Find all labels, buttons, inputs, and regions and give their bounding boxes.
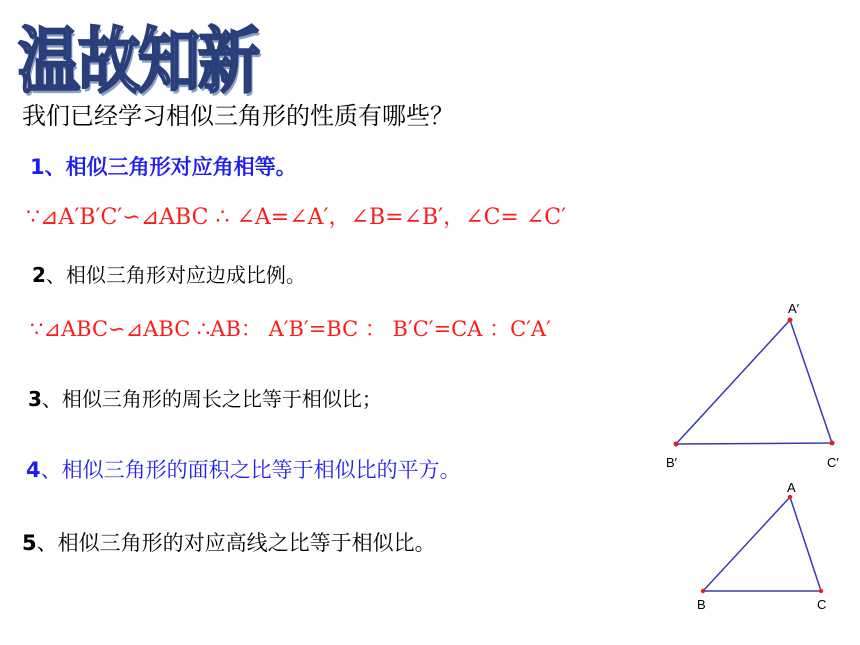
review-question: 我们已经学习相似三角形的性质有哪些？ [22, 102, 454, 130]
vertex-b-prime-point [674, 442, 679, 447]
vertex-c-label: C [817, 597, 827, 612]
vertex-b-prime-label: B′ [666, 455, 678, 470]
vertex-a-prime-point [788, 318, 793, 323]
vertex-c-prime-point [830, 441, 835, 446]
property-4-text: 、相似三角形的面积之比等于相似比的平方。 [40, 458, 461, 482]
property-5-number: 5 [22, 531, 37, 555]
vertex-a-label: A [787, 480, 796, 495]
vertex-b-point [701, 589, 705, 593]
triangle-large-outline [676, 320, 832, 444]
triangle-small-outline [703, 497, 821, 591]
vertex-a-point [788, 495, 792, 499]
property-1-number: 1 [30, 155, 45, 179]
vertex-c-point [819, 589, 823, 593]
slide-heading: 温故知新 [18, 18, 259, 103]
vertex-c-prime-label: C′ [827, 455, 839, 470]
side-ratio-formula: ∵⊿ABC∽⊿ABC ∴AB： A′B′=BC ： B′C′=CA ：C′A′ [30, 317, 551, 341]
vertex-b-label: B [697, 597, 706, 612]
property-2-text: 、相似三角形对应边成比例。 [45, 263, 306, 287]
property-2-number: 2 [32, 263, 46, 287]
angle-equality-formula: ∵⊿A′B′C′∽⊿ABC ∴ ∠A=∠A′，∠B=∠B′，∠C= ∠C′ [26, 205, 567, 230]
property-4-number: 4 [26, 458, 41, 482]
triangle-large [666, 301, 839, 470]
vertex-a-prime-label: A′ [788, 301, 800, 316]
property-3-number: 3 [28, 387, 42, 411]
triangle-small [697, 480, 826, 612]
property-3-text: 、相似三角形的周长之比等于相似比； [41, 387, 382, 411]
property-1-text: 、相似三角形对应角相等。 [44, 155, 297, 179]
property-5-text: 、相似三角形的对应高线之比等于相似比。 [36, 531, 436, 555]
